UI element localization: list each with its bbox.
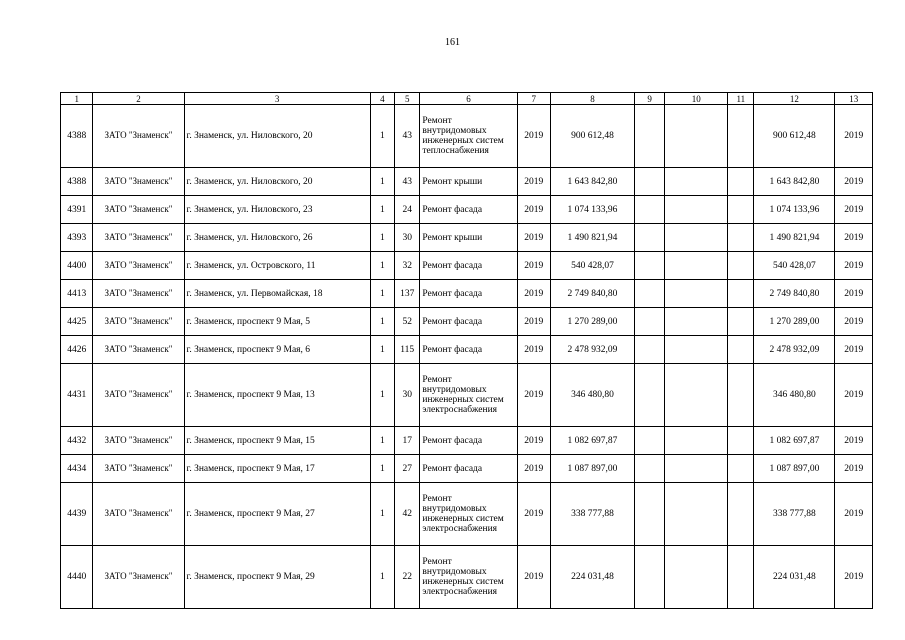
cost-amount-cell: 1 087 897,00 — [754, 455, 835, 483]
work-type-cell: Ремонт фасада — [420, 252, 517, 280]
column-header: 12 — [754, 93, 835, 105]
municipality-cell: ЗАТО "Знаменск" — [93, 280, 184, 308]
col-11-value-cell — [728, 168, 754, 196]
address-cell: г. Знаменск, ул. Первомайская, 18 — [184, 280, 370, 308]
column-header: 1 — [61, 93, 93, 105]
work-type-cell: Ремонт внутридомовых инженерных систем электроснабжения — [420, 546, 517, 609]
total-cost-cell: 338 777,88 — [550, 483, 634, 546]
col-5-value-cell: 32 — [395, 252, 420, 280]
work-type-cell: Ремонт фасада — [420, 196, 517, 224]
work-type-cell: Ремонт фасада — [420, 308, 517, 336]
completion-year-cell: 2019 — [835, 168, 873, 196]
address-cell: г. Знаменск, проспект 9 Мая, 5 — [184, 308, 370, 336]
cost-amount-cell: 540 428,07 — [754, 252, 835, 280]
total-cost-cell: 900 612,48 — [550, 105, 634, 168]
work-type-cell: Ремонт фасада — [420, 280, 517, 308]
col-4-value-cell: 1 — [370, 336, 394, 364]
table-row — [61, 308, 873, 336]
table-row — [61, 364, 873, 427]
col-5-value-cell: 30 — [395, 224, 420, 252]
col-11-value-cell — [728, 546, 754, 609]
col-4-value-cell: 1 — [370, 252, 394, 280]
table-row — [61, 224, 873, 252]
column-header: 6 — [420, 93, 517, 105]
address-cell: г. Знаменск, ул. Островского, 11 — [184, 252, 370, 280]
year-cell: 2019 — [517, 483, 550, 546]
repair-program-table — [60, 92, 873, 609]
col-4-value-cell: 1 — [370, 483, 394, 546]
col-11-value-cell — [728, 252, 754, 280]
table-row — [61, 483, 873, 546]
col-10-value-cell — [665, 252, 728, 280]
col-10-value-cell — [665, 224, 728, 252]
cost-amount-cell: 1 082 697,87 — [754, 427, 835, 455]
col-9-value-cell — [635, 336, 665, 364]
table-row — [61, 280, 873, 308]
cost-amount-cell: 2 478 932,09 — [754, 336, 835, 364]
col-5-value-cell: 30 — [395, 364, 420, 427]
record-number-cell: 4393 — [61, 224, 93, 252]
address-cell: г. Знаменск, проспект 9 Мая, 13 — [184, 364, 370, 427]
completion-year-cell: 2019 — [835, 483, 873, 546]
header-row — [61, 93, 873, 105]
col-4-value-cell: 1 — [370, 224, 394, 252]
column-header: 7 — [517, 93, 550, 105]
col-9-value-cell — [635, 364, 665, 427]
col-10-value-cell — [665, 280, 728, 308]
col-11-value-cell — [728, 427, 754, 455]
year-cell: 2019 — [517, 308, 550, 336]
work-type-cell: Ремонт крыши — [420, 168, 517, 196]
col-10-value-cell — [665, 105, 728, 168]
municipality-cell: ЗАТО "Знаменск" — [93, 308, 184, 336]
column-header: 11 — [728, 93, 754, 105]
municipality-cell: ЗАТО "Знаменск" — [93, 168, 184, 196]
total-cost-cell: 224 031,48 — [550, 546, 634, 609]
col-10-value-cell — [665, 483, 728, 546]
work-type-cell: Ремонт фасада — [420, 427, 517, 455]
column-header: 2 — [93, 93, 184, 105]
col-4-value-cell: 1 — [370, 455, 394, 483]
completion-year-cell: 2019 — [835, 546, 873, 609]
record-number-cell: 4400 — [61, 252, 93, 280]
year-cell: 2019 — [517, 546, 550, 609]
year-cell: 2019 — [517, 168, 550, 196]
completion-year-cell: 2019 — [835, 252, 873, 280]
col-9-value-cell — [635, 308, 665, 336]
total-cost-cell: 2 749 840,80 — [550, 280, 634, 308]
record-number-cell: 4425 — [61, 308, 93, 336]
year-cell: 2019 — [517, 105, 550, 168]
municipality-cell: ЗАТО "Знаменск" — [93, 336, 184, 364]
total-cost-cell: 2 478 932,09 — [550, 336, 634, 364]
completion-year-cell: 2019 — [835, 105, 873, 168]
col-9-value-cell — [635, 168, 665, 196]
address-cell: г. Знаменск, проспект 9 Мая, 27 — [184, 483, 370, 546]
col-5-value-cell: 52 — [395, 308, 420, 336]
address-cell: г. Знаменск, проспект 9 Мая, 17 — [184, 455, 370, 483]
work-type-cell: Ремонт внутридомовых инженерных систем электроснабжения — [420, 364, 517, 427]
address-cell: г. Знаменск, ул. Ниловского, 26 — [184, 224, 370, 252]
completion-year-cell: 2019 — [835, 308, 873, 336]
col-10-value-cell — [665, 336, 728, 364]
total-cost-cell: 1 074 133,96 — [550, 196, 634, 224]
col-9-value-cell — [635, 224, 665, 252]
col-4-value-cell: 1 — [370, 308, 394, 336]
col-11-value-cell — [728, 105, 754, 168]
record-number-cell: 4426 — [61, 336, 93, 364]
col-11-value-cell — [728, 196, 754, 224]
table-row — [61, 336, 873, 364]
address-cell: г. Знаменск, ул. Ниловского, 23 — [184, 196, 370, 224]
col-11-value-cell — [728, 364, 754, 427]
column-header: 3 — [184, 93, 370, 105]
municipality-cell: ЗАТО "Знаменск" — [93, 105, 184, 168]
col-5-value-cell: 115 — [395, 336, 420, 364]
table-row — [61, 168, 873, 196]
table-body — [61, 105, 873, 609]
completion-year-cell: 2019 — [835, 196, 873, 224]
total-cost-cell: 1 643 842,80 — [550, 168, 634, 196]
cost-amount-cell: 1 270 289,00 — [754, 308, 835, 336]
year-cell: 2019 — [517, 224, 550, 252]
column-header: 5 — [395, 93, 420, 105]
record-number-cell: 4432 — [61, 427, 93, 455]
record-number-cell: 4439 — [61, 483, 93, 546]
col-9-value-cell — [635, 280, 665, 308]
col-5-value-cell: 27 — [395, 455, 420, 483]
work-type-cell: Ремонт внутридомовых инженерных систем теплоснабжения — [420, 105, 517, 168]
column-header: 8 — [550, 93, 634, 105]
col-10-value-cell — [665, 364, 728, 427]
col-4-value-cell: 1 — [370, 546, 394, 609]
col-11-value-cell — [728, 336, 754, 364]
col-5-value-cell: 137 — [395, 280, 420, 308]
column-header: 4 — [370, 93, 394, 105]
col-11-value-cell — [728, 224, 754, 252]
completion-year-cell: 2019 — [835, 427, 873, 455]
year-cell: 2019 — [517, 280, 550, 308]
col-10-value-cell — [665, 168, 728, 196]
col-9-value-cell — [635, 483, 665, 546]
col-9-value-cell — [635, 546, 665, 609]
year-cell: 2019 — [517, 336, 550, 364]
cost-amount-cell: 1 490 821,94 — [754, 224, 835, 252]
col-4-value-cell: 1 — [370, 280, 394, 308]
total-cost-cell: 1 087 897,00 — [550, 455, 634, 483]
page-number: 161 — [445, 37, 460, 48]
work-type-cell: Ремонт фасада — [420, 336, 517, 364]
record-number-cell: 4388 — [61, 105, 93, 168]
table-row — [61, 196, 873, 224]
record-number-cell: 4413 — [61, 280, 93, 308]
column-header: 13 — [835, 93, 873, 105]
work-type-cell: Ремонт фасада — [420, 455, 517, 483]
municipality-cell: ЗАТО "Знаменск" — [93, 427, 184, 455]
completion-year-cell: 2019 — [835, 336, 873, 364]
col-10-value-cell — [665, 546, 728, 609]
total-cost-cell: 1 490 821,94 — [550, 224, 634, 252]
table-row — [61, 455, 873, 483]
col-11-value-cell — [728, 455, 754, 483]
cost-amount-cell: 2 749 840,80 — [754, 280, 835, 308]
work-type-cell: Ремонт крыши — [420, 224, 517, 252]
cost-amount-cell: 224 031,48 — [754, 546, 835, 609]
table-row — [61, 427, 873, 455]
cost-amount-cell: 1 643 842,80 — [754, 168, 835, 196]
completion-year-cell: 2019 — [835, 224, 873, 252]
table-row — [61, 252, 873, 280]
work-type-cell: Ремонт внутридомовых инженерных систем электроснабжения — [420, 483, 517, 546]
total-cost-cell: 346 480,80 — [550, 364, 634, 427]
column-header: 9 — [635, 93, 665, 105]
year-cell: 2019 — [517, 364, 550, 427]
column-header: 10 — [665, 93, 728, 105]
municipality-cell: ЗАТО "Знаменск" — [93, 455, 184, 483]
col-10-value-cell — [665, 455, 728, 483]
col-4-value-cell: 1 — [370, 427, 394, 455]
municipality-cell: ЗАТО "Знаменск" — [93, 483, 184, 546]
cost-amount-cell: 338 777,88 — [754, 483, 835, 546]
col-9-value-cell — [635, 455, 665, 483]
col-4-value-cell: 1 — [370, 364, 394, 427]
col-4-value-cell: 1 — [370, 105, 394, 168]
col-5-value-cell: 42 — [395, 483, 420, 546]
col-11-value-cell — [728, 483, 754, 546]
record-number-cell: 4391 — [61, 196, 93, 224]
col-9-value-cell — [635, 196, 665, 224]
year-cell: 2019 — [517, 427, 550, 455]
col-5-value-cell: 17 — [395, 427, 420, 455]
col-10-value-cell — [665, 308, 728, 336]
municipality-cell: ЗАТО "Знаменск" — [93, 364, 184, 427]
col-9-value-cell — [635, 427, 665, 455]
col-4-value-cell: 1 — [370, 168, 394, 196]
total-cost-cell: 1 082 697,87 — [550, 427, 634, 455]
col-9-value-cell — [635, 252, 665, 280]
municipality-cell: ЗАТО "Знаменск" — [93, 196, 184, 224]
record-number-cell: 4388 — [61, 168, 93, 196]
cost-amount-cell: 1 074 133,96 — [754, 196, 835, 224]
col-5-value-cell: 24 — [395, 196, 420, 224]
table-row — [61, 105, 873, 168]
record-number-cell: 4431 — [61, 364, 93, 427]
address-cell: г. Знаменск, проспект 9 Мая, 6 — [184, 336, 370, 364]
col-10-value-cell — [665, 196, 728, 224]
col-11-value-cell — [728, 280, 754, 308]
col-11-value-cell — [728, 308, 754, 336]
col-10-value-cell — [665, 427, 728, 455]
completion-year-cell: 2019 — [835, 280, 873, 308]
record-number-cell: 4434 — [61, 455, 93, 483]
address-cell: г. Знаменск, проспект 9 Мая, 15 — [184, 427, 370, 455]
total-cost-cell: 540 428,07 — [550, 252, 634, 280]
municipality-cell: ЗАТО "Знаменск" — [93, 252, 184, 280]
col-5-value-cell: 43 — [395, 168, 420, 196]
address-cell: г. Знаменск, ул. Ниловского, 20 — [184, 105, 370, 168]
table-row — [61, 546, 873, 609]
cost-amount-cell: 346 480,80 — [754, 364, 835, 427]
year-cell: 2019 — [517, 196, 550, 224]
col-5-value-cell: 43 — [395, 105, 420, 168]
address-cell: г. Знаменск, проспект 9 Мая, 29 — [184, 546, 370, 609]
year-cell: 2019 — [517, 252, 550, 280]
address-cell: г. Знаменск, ул. Ниловского, 20 — [184, 168, 370, 196]
municipality-cell: ЗАТО "Знаменск" — [93, 224, 184, 252]
cost-amount-cell: 900 612,48 — [754, 105, 835, 168]
year-cell: 2019 — [517, 455, 550, 483]
total-cost-cell: 1 270 289,00 — [550, 308, 634, 336]
completion-year-cell: 2019 — [835, 455, 873, 483]
col-9-value-cell — [635, 105, 665, 168]
col-5-value-cell: 22 — [395, 546, 420, 609]
municipality-cell: ЗАТО "Знаменск" — [93, 546, 184, 609]
completion-year-cell: 2019 — [835, 364, 873, 427]
record-number-cell: 4440 — [61, 546, 93, 609]
col-4-value-cell: 1 — [370, 196, 394, 224]
